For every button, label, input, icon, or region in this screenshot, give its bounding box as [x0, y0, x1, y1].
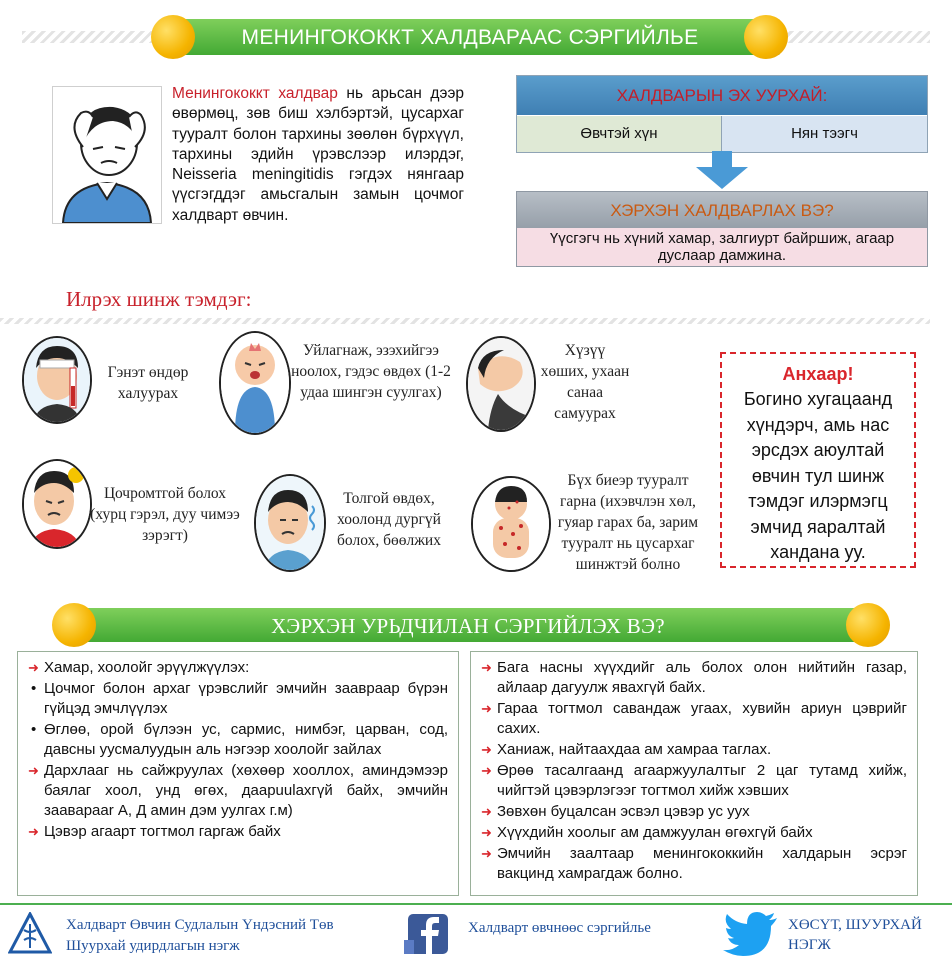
prevention-item: [481, 658, 907, 698]
sick-person-illustration: [52, 86, 162, 224]
prevention-right-box: [470, 651, 918, 896]
red-arrow-icon: ➜: [481, 763, 492, 778]
title-banner: [160, 19, 780, 55]
prevention-item: [481, 802, 907, 822]
warning-text: Богино хугацаанд хүндэрч, амь нас эрсдэх аюултай өвчин тул шинж тэмдэг илэрмэгц эмчид яаралтай хандана уу.: [743, 389, 893, 562]
crying-baby-icon: [219, 331, 291, 435]
intro-body: нь арьсан дээр өвөрмөц, зөв биш хэлбэртэй, цусархаг тууралт болон тархины зөөлөн бүрхүүл, тархины эдийн үрэвслээр илэрдэг, Neisseria meningitidis гэгдэх нянгаар үүсгэгддэг амьсгалын замын цочмог халдварт өвчин.: [172, 85, 464, 224]
prevention-item-text: Ханиаж, найтаахдаа ам хамраа таглах.: [497, 741, 772, 758]
source-right-label: Нян тээгч: [791, 125, 858, 142]
prevention-item-text: Зөвхөн буцалсан эсвэл цэвэр ус уух: [497, 803, 750, 820]
banner-ball-left: [151, 15, 195, 59]
symptoms-divider: [0, 318, 930, 324]
footer-twitter-line1[interactable]: ХӨСҮТ, ШУУРХАЙ: [788, 917, 922, 933]
footer-divider: [0, 903, 952, 905]
prevention-item: [481, 844, 907, 884]
red-arrow-icon: ➜: [28, 763, 39, 778]
prevention-item-text: Хүүхдийн хоолыг ам дамжуулан өгөхгүй байх: [497, 824, 813, 841]
prevention-item: [28, 658, 448, 678]
prevention-item-text: Гараа тогтмол савандаж угаах, хувийн ариун цэврийг сахих.: [497, 700, 907, 737]
warning-box: [720, 352, 916, 568]
medical-logo-icon: [8, 912, 52, 956]
symptom-irritability-text: Цочромтгой болох (хурц гэрэл, дуу чимээ зэрэгт): [90, 485, 240, 544]
prevention-item-text: Өглөө, орой бүлээн ус, сармис, нимбэг, царван, сод, давсны уусмалуудын аль нэгээр хоолойг зайлах: [44, 721, 448, 758]
prevention-banner: [64, 608, 872, 642]
banner-ball-right: [744, 15, 788, 59]
hatch-right: [780, 31, 930, 43]
red-arrow-icon: ➜: [481, 825, 492, 840]
intro-highlight: Менингококкт халдвар: [172, 85, 338, 102]
red-arrow-icon: ➜: [481, 660, 492, 675]
stiff-neck-icon: [466, 336, 536, 432]
red-arrow-icon: ➜: [28, 824, 39, 839]
red-arrow-icon: ➜: [481, 846, 492, 861]
prevention-item: [28, 679, 448, 719]
symptom-fever-text: Гэнэт өндөр халуурах: [107, 364, 189, 402]
intro-text: [172, 84, 464, 226]
down-arrow-icon: [692, 151, 752, 191]
prevention-item: [481, 761, 907, 801]
footer-twitter: [788, 915, 922, 955]
footer-org-line1: Халдварт Өвчин Судлалын Үндэсний Төв: [66, 917, 334, 933]
prevention-left-box: [17, 651, 459, 896]
prevention-item: [28, 761, 448, 821]
prevention-item: [28, 822, 448, 842]
page-title: МЕНИНГОКОККТ ХАЛДВАРААС СЭРГИЙЛЬЕ: [241, 26, 699, 49]
prevention-item-text: Дархлааг нь сайжруулах (хөхөөр хооллох, аминдэмээр баялаг хоол, унд өгөх, даарuulахгүй байх, эмчийн зааварaar А, Д амин дэм уулгах г.м): [44, 762, 448, 819]
symptom-headache-text: Толгой өвдөх, хоолонд дургүй болох, бөөлжих: [337, 490, 441, 549]
bullet-icon: •: [31, 721, 37, 738]
red-arrow-icon: ➜: [481, 701, 492, 716]
prevention-item: [481, 740, 907, 760]
source-left-cell: [517, 116, 722, 152]
prevention-ball-left: [52, 603, 96, 647]
source-title: ХАЛДВАРЫН ЭХ УУРХАЙ:: [517, 76, 927, 115]
source-left-label: Өвчтэй хүн: [580, 125, 658, 142]
rash-icon: [471, 476, 551, 572]
facebook-icon[interactable]: [404, 912, 454, 956]
prevention-item-text: Эмчийн заалтаар менингококкийн халдарын эсрэг вакцинд хамрагдаж болно.: [497, 845, 907, 882]
red-arrow-icon: ➜: [28, 660, 39, 675]
headache-icon: [254, 474, 326, 572]
prevention-ball-right: [846, 603, 890, 647]
prevention-item: [481, 699, 907, 739]
symptom-crying-text: Уйлагнаж, эзэхийгээ ноолох, гэдэс өвдөх (1-2 удаа шингэн суулгах): [291, 342, 451, 401]
symptom-rash-text: Бүх биеэр тууралт гарна (ихэвчлэн хөл, гуяар гарах ба, зарим тууралт нь цусархаг шинжтэй болно: [557, 472, 699, 573]
source-panel: [516, 75, 928, 153]
symptom-neck-text: Хүзүү хөших, ухаан санаа самуурах: [540, 342, 630, 422]
fever-icon: [22, 336, 92, 424]
prevention-item-text: Өрөө тасалгаанд агааржуулалтыг 2 цаг тутамд хийж, чийгтэй цэвэрлэгээг тогтмол хийж хэвших: [497, 762, 907, 799]
footer-org-line2: Шуурхай удирдлагын нэгж: [66, 938, 240, 954]
prevention-item: [28, 720, 448, 760]
prevention-title: ХЭРХЭН УРЬДЧИЛАН СЭРГИЙЛЭХ ВЭ?: [271, 614, 665, 638]
bullet-icon: •: [31, 680, 37, 697]
prevention-item-text: Бага насны хүүхдийг аль болох олон нийтийн газар, айлаар дагуулж явахгүй байх.: [497, 659, 907, 696]
source-right-cell: [722, 116, 927, 152]
footer-org: [66, 915, 334, 957]
irritability-icon: [22, 459, 92, 549]
transmission-panel: [516, 191, 928, 267]
facebook-page-name[interactable]: Халдварт өвчнөөс сэргийлье: [468, 920, 651, 936]
symptoms-title: Илрэх шинж тэмдэг:: [66, 287, 252, 311]
red-arrow-icon: ➜: [481, 804, 492, 819]
prevention-item: [481, 823, 907, 843]
prevention-item-text: Цочмог болон архаг үрэвслийг эмчийн заавраар бүрэн гүйцэд эмчлүүлэх: [44, 680, 448, 717]
footer-twitter-line2: НЭГЖ: [788, 937, 831, 953]
prevention-item-text: Хамар, хоолойг эрүүлжүүлэх:: [44, 659, 250, 676]
transmission-text: Үүсгэгч нь хүний хамар, залгиурт байршиж, агаар дуслаар дамжина.: [517, 228, 927, 266]
prevention-item-text: Цэвэр агаарт тогтмол гаргаж байх: [44, 823, 281, 840]
transmission-title: ХЭРХЭН ХАЛДВАРЛАХ ВЭ?: [517, 192, 927, 228]
warning-title: Анхаар!: [782, 364, 854, 384]
hatch-left: [22, 31, 172, 43]
twitter-icon[interactable]: [723, 910, 779, 958]
red-arrow-icon: ➜: [481, 742, 492, 757]
